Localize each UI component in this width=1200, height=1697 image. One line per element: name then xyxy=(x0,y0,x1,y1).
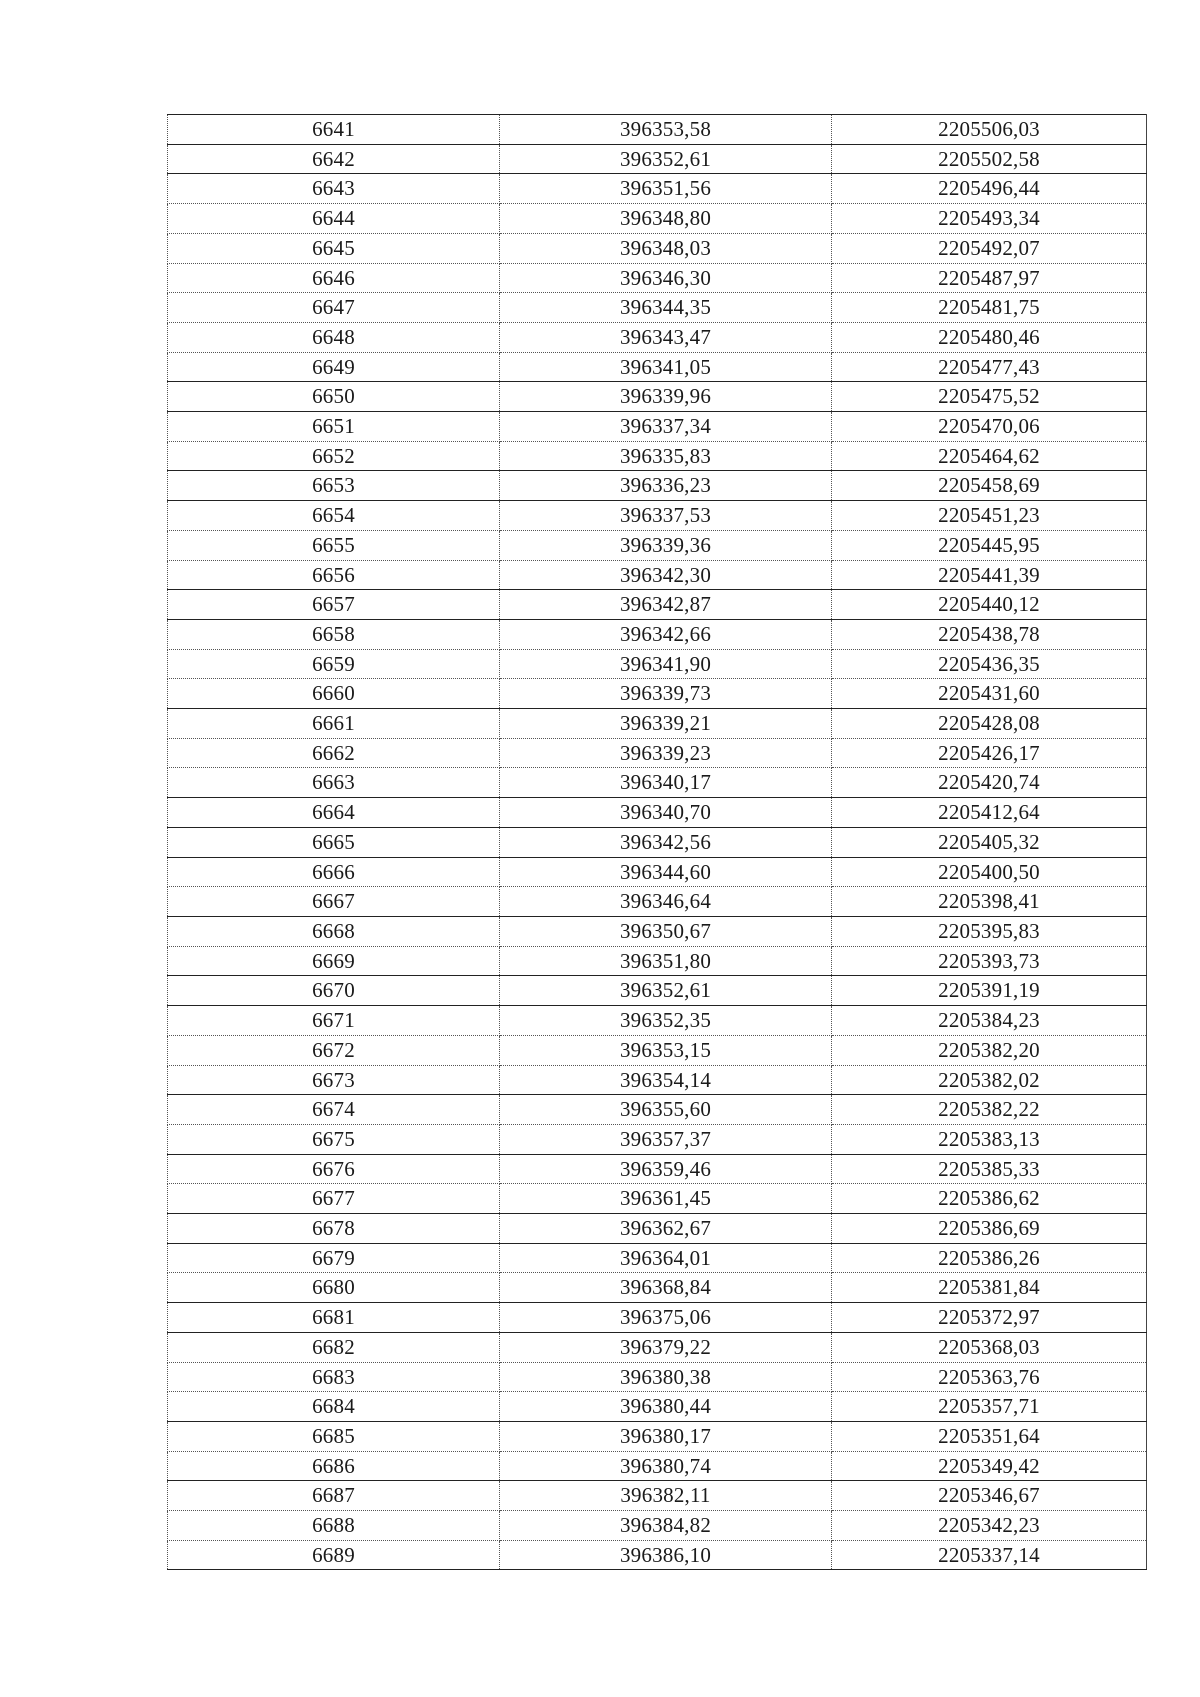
point-number-cell: 6672 xyxy=(168,1035,500,1065)
point-number-cell: 6662 xyxy=(168,738,500,768)
point-number-cell: 6677 xyxy=(168,1184,500,1214)
y-coordinate-cell: 2205481,75 xyxy=(832,293,1147,323)
table-row xyxy=(168,1124,1147,1154)
point-number-cell: 6645 xyxy=(168,233,500,263)
y-coordinate-cell: 2205363,76 xyxy=(832,1362,1147,1392)
x-coordinate-cell: 396339,96 xyxy=(500,382,832,412)
table-row xyxy=(168,115,1147,145)
x-coordinate-cell: 396352,61 xyxy=(500,144,832,174)
table-row xyxy=(168,560,1147,590)
table-row xyxy=(168,1332,1147,1362)
table-row xyxy=(168,322,1147,352)
point-number-cell: 6647 xyxy=(168,293,500,323)
table-row xyxy=(168,709,1147,739)
y-coordinate-cell: 2205493,34 xyxy=(832,204,1147,234)
x-coordinate-cell: 396339,36 xyxy=(500,530,832,560)
y-coordinate-cell: 2205382,02 xyxy=(832,1065,1147,1095)
x-coordinate-cell: 396354,14 xyxy=(500,1065,832,1095)
point-number-cell: 6670 xyxy=(168,976,500,1006)
y-coordinate-cell: 2205412,64 xyxy=(832,798,1147,828)
x-coordinate-cell: 396359,46 xyxy=(500,1154,832,1184)
point-number-cell: 6641 xyxy=(168,115,500,145)
x-coordinate-cell: 396368,84 xyxy=(500,1273,832,1303)
point-number-cell: 6669 xyxy=(168,946,500,976)
point-number-cell: 6659 xyxy=(168,649,500,679)
point-number-cell: 6653 xyxy=(168,471,500,501)
y-coordinate-cell: 2205480,46 xyxy=(832,322,1147,352)
table-row xyxy=(168,412,1147,442)
table-row xyxy=(168,1451,1147,1481)
table-row xyxy=(168,441,1147,471)
point-number-cell: 6687 xyxy=(168,1481,500,1511)
x-coordinate-cell: 396343,47 xyxy=(500,322,832,352)
table-row xyxy=(168,1214,1147,1244)
point-number-cell: 6676 xyxy=(168,1154,500,1184)
table-row xyxy=(168,530,1147,560)
x-coordinate-cell: 396344,35 xyxy=(500,293,832,323)
y-coordinate-cell: 2205342,23 xyxy=(832,1511,1147,1541)
x-coordinate-cell: 396340,70 xyxy=(500,798,832,828)
table-row xyxy=(168,293,1147,323)
point-number-cell: 6648 xyxy=(168,322,500,352)
y-coordinate-cell: 2205372,97 xyxy=(832,1303,1147,1333)
point-number-cell: 6678 xyxy=(168,1214,500,1244)
point-number-cell: 6680 xyxy=(168,1273,500,1303)
x-coordinate-cell: 396339,23 xyxy=(500,738,832,768)
table-row xyxy=(168,619,1147,649)
y-coordinate-cell: 2205382,20 xyxy=(832,1035,1147,1065)
coordinates-table-body xyxy=(168,115,1147,1570)
y-coordinate-cell: 2205426,17 xyxy=(832,738,1147,768)
x-coordinate-cell: 396341,90 xyxy=(500,649,832,679)
point-number-cell: 6666 xyxy=(168,857,500,887)
y-coordinate-cell: 2205351,64 xyxy=(832,1421,1147,1451)
table-row xyxy=(168,501,1147,531)
point-number-cell: 6673 xyxy=(168,1065,500,1095)
point-number-cell: 6679 xyxy=(168,1243,500,1273)
coordinates-table xyxy=(167,114,1147,1570)
point-number-cell: 6644 xyxy=(168,204,500,234)
y-coordinate-cell: 2205386,69 xyxy=(832,1214,1147,1244)
point-number-cell: 6684 xyxy=(168,1392,500,1422)
table-row xyxy=(168,1273,1147,1303)
point-number-cell: 6652 xyxy=(168,441,500,471)
x-coordinate-cell: 396344,60 xyxy=(500,857,832,887)
x-coordinate-cell: 396352,61 xyxy=(500,976,832,1006)
y-coordinate-cell: 2205391,19 xyxy=(832,976,1147,1006)
x-coordinate-cell: 396346,64 xyxy=(500,887,832,917)
x-coordinate-cell: 396348,80 xyxy=(500,204,832,234)
y-coordinate-cell: 2205436,35 xyxy=(832,649,1147,679)
y-coordinate-cell: 2205431,60 xyxy=(832,679,1147,709)
point-number-cell: 6656 xyxy=(168,560,500,590)
point-number-cell: 6655 xyxy=(168,530,500,560)
table-row xyxy=(168,768,1147,798)
x-coordinate-cell: 396342,66 xyxy=(500,619,832,649)
table-row xyxy=(168,738,1147,768)
table-row xyxy=(168,382,1147,412)
y-coordinate-cell: 2205395,83 xyxy=(832,916,1147,946)
x-coordinate-cell: 396342,87 xyxy=(500,590,832,620)
y-coordinate-cell: 2205405,32 xyxy=(832,827,1147,857)
x-coordinate-cell: 396348,03 xyxy=(500,233,832,263)
y-coordinate-cell: 2205337,14 xyxy=(832,1540,1147,1570)
x-coordinate-cell: 396339,21 xyxy=(500,709,832,739)
y-coordinate-cell: 2205357,71 xyxy=(832,1392,1147,1422)
x-coordinate-cell: 396375,06 xyxy=(500,1303,832,1333)
x-coordinate-cell: 396342,30 xyxy=(500,560,832,590)
y-coordinate-cell: 2205398,41 xyxy=(832,887,1147,917)
x-coordinate-cell: 396336,23 xyxy=(500,471,832,501)
x-coordinate-cell: 396335,83 xyxy=(500,441,832,471)
table-row xyxy=(168,204,1147,234)
point-number-cell: 6663 xyxy=(168,768,500,798)
x-coordinate-cell: 396337,53 xyxy=(500,501,832,531)
table-row xyxy=(168,1540,1147,1570)
table-row xyxy=(168,946,1147,976)
table-row xyxy=(168,174,1147,204)
x-coordinate-cell: 396353,15 xyxy=(500,1035,832,1065)
point-number-cell: 6674 xyxy=(168,1095,500,1125)
table-row xyxy=(168,798,1147,828)
y-coordinate-cell: 2205368,03 xyxy=(832,1332,1147,1362)
y-coordinate-cell: 2205487,97 xyxy=(832,263,1147,293)
y-coordinate-cell: 2205383,13 xyxy=(832,1124,1147,1154)
y-coordinate-cell: 2205445,95 xyxy=(832,530,1147,560)
point-number-cell: 6686 xyxy=(168,1451,500,1481)
table-row xyxy=(168,649,1147,679)
table-row xyxy=(168,1362,1147,1392)
point-number-cell: 6681 xyxy=(168,1303,500,1333)
y-coordinate-cell: 2205496,44 xyxy=(832,174,1147,204)
x-coordinate-cell: 396353,58 xyxy=(500,115,832,145)
point-number-cell: 6664 xyxy=(168,798,500,828)
point-number-cell: 6660 xyxy=(168,679,500,709)
x-coordinate-cell: 396380,17 xyxy=(500,1421,832,1451)
point-number-cell: 6683 xyxy=(168,1362,500,1392)
x-coordinate-cell: 396339,73 xyxy=(500,679,832,709)
table-row xyxy=(168,976,1147,1006)
table-row xyxy=(168,1154,1147,1184)
point-number-cell: 6643 xyxy=(168,174,500,204)
x-coordinate-cell: 396352,35 xyxy=(500,1006,832,1036)
y-coordinate-cell: 2205502,58 xyxy=(832,144,1147,174)
table-row xyxy=(168,679,1147,709)
point-number-cell: 6667 xyxy=(168,887,500,917)
y-coordinate-cell: 2205346,67 xyxy=(832,1481,1147,1511)
x-coordinate-cell: 396386,10 xyxy=(500,1540,832,1570)
table-row xyxy=(168,263,1147,293)
y-coordinate-cell: 2205428,08 xyxy=(832,709,1147,739)
x-coordinate-cell: 396340,17 xyxy=(500,768,832,798)
x-coordinate-cell: 396380,38 xyxy=(500,1362,832,1392)
y-coordinate-cell: 2205464,62 xyxy=(832,441,1147,471)
point-number-cell: 6646 xyxy=(168,263,500,293)
y-coordinate-cell: 2205382,22 xyxy=(832,1095,1147,1125)
point-number-cell: 6657 xyxy=(168,590,500,620)
y-coordinate-cell: 2205441,39 xyxy=(832,560,1147,590)
x-coordinate-cell: 396380,44 xyxy=(500,1392,832,1422)
table-row xyxy=(168,916,1147,946)
x-coordinate-cell: 396355,60 xyxy=(500,1095,832,1125)
table-row xyxy=(168,233,1147,263)
point-number-cell: 6688 xyxy=(168,1511,500,1541)
table-row xyxy=(168,827,1147,857)
point-number-cell: 6682 xyxy=(168,1332,500,1362)
table-row xyxy=(168,1184,1147,1214)
table-row xyxy=(168,1035,1147,1065)
table-row xyxy=(168,471,1147,501)
y-coordinate-cell: 2205386,62 xyxy=(832,1184,1147,1214)
point-number-cell: 6650 xyxy=(168,382,500,412)
y-coordinate-cell: 2205440,12 xyxy=(832,590,1147,620)
point-number-cell: 6649 xyxy=(168,352,500,382)
y-coordinate-cell: 2205386,26 xyxy=(832,1243,1147,1273)
y-coordinate-cell: 2205381,84 xyxy=(832,1273,1147,1303)
table-row xyxy=(168,590,1147,620)
y-coordinate-cell: 2205393,73 xyxy=(832,946,1147,976)
x-coordinate-cell: 396384,82 xyxy=(500,1511,832,1541)
y-coordinate-cell: 2205349,42 xyxy=(832,1451,1147,1481)
x-coordinate-cell: 396361,45 xyxy=(500,1184,832,1214)
y-coordinate-cell: 2205475,52 xyxy=(832,382,1147,412)
x-coordinate-cell: 396364,01 xyxy=(500,1243,832,1273)
table-row xyxy=(168,1243,1147,1273)
table-row xyxy=(168,1065,1147,1095)
y-coordinate-cell: 2205451,23 xyxy=(832,501,1147,531)
y-coordinate-cell: 2205400,50 xyxy=(832,857,1147,887)
x-coordinate-cell: 396350,67 xyxy=(500,916,832,946)
point-number-cell: 6675 xyxy=(168,1124,500,1154)
y-coordinate-cell: 2205470,06 xyxy=(832,412,1147,442)
y-coordinate-cell: 2205420,74 xyxy=(832,768,1147,798)
y-coordinate-cell: 2205438,78 xyxy=(832,619,1147,649)
x-coordinate-cell: 396379,22 xyxy=(500,1332,832,1362)
x-coordinate-cell: 396342,56 xyxy=(500,827,832,857)
point-number-cell: 6689 xyxy=(168,1540,500,1570)
point-number-cell: 6665 xyxy=(168,827,500,857)
x-coordinate-cell: 396346,30 xyxy=(500,263,832,293)
table-row xyxy=(168,1392,1147,1422)
point-number-cell: 6668 xyxy=(168,916,500,946)
table-row xyxy=(168,857,1147,887)
table-row xyxy=(168,352,1147,382)
x-coordinate-cell: 396357,37 xyxy=(500,1124,832,1154)
x-coordinate-cell: 396341,05 xyxy=(500,352,832,382)
x-coordinate-cell: 396362,67 xyxy=(500,1214,832,1244)
point-number-cell: 6651 xyxy=(168,412,500,442)
point-number-cell: 6685 xyxy=(168,1421,500,1451)
point-number-cell: 6654 xyxy=(168,501,500,531)
table-row xyxy=(168,1481,1147,1511)
point-number-cell: 6661 xyxy=(168,709,500,739)
y-coordinate-cell: 2205477,43 xyxy=(832,352,1147,382)
y-coordinate-cell: 2205385,33 xyxy=(832,1154,1147,1184)
y-coordinate-cell: 2205458,69 xyxy=(832,471,1147,501)
table-row xyxy=(168,1006,1147,1036)
x-coordinate-cell: 396382,11 xyxy=(500,1481,832,1511)
y-coordinate-cell: 2205384,23 xyxy=(832,1006,1147,1036)
x-coordinate-cell: 396351,56 xyxy=(500,174,832,204)
table-row xyxy=(168,1095,1147,1125)
table-row xyxy=(168,144,1147,174)
point-number-cell: 6642 xyxy=(168,144,500,174)
x-coordinate-cell: 396380,74 xyxy=(500,1451,832,1481)
table-row xyxy=(168,1511,1147,1541)
point-number-cell: 6658 xyxy=(168,619,500,649)
y-coordinate-cell: 2205506,03 xyxy=(832,115,1147,145)
table-row xyxy=(168,887,1147,917)
x-coordinate-cell: 396351,80 xyxy=(500,946,832,976)
point-number-cell: 6671 xyxy=(168,1006,500,1036)
table-row xyxy=(168,1303,1147,1333)
x-coordinate-cell: 396337,34 xyxy=(500,412,832,442)
y-coordinate-cell: 2205492,07 xyxy=(832,233,1147,263)
table-row xyxy=(168,1421,1147,1451)
